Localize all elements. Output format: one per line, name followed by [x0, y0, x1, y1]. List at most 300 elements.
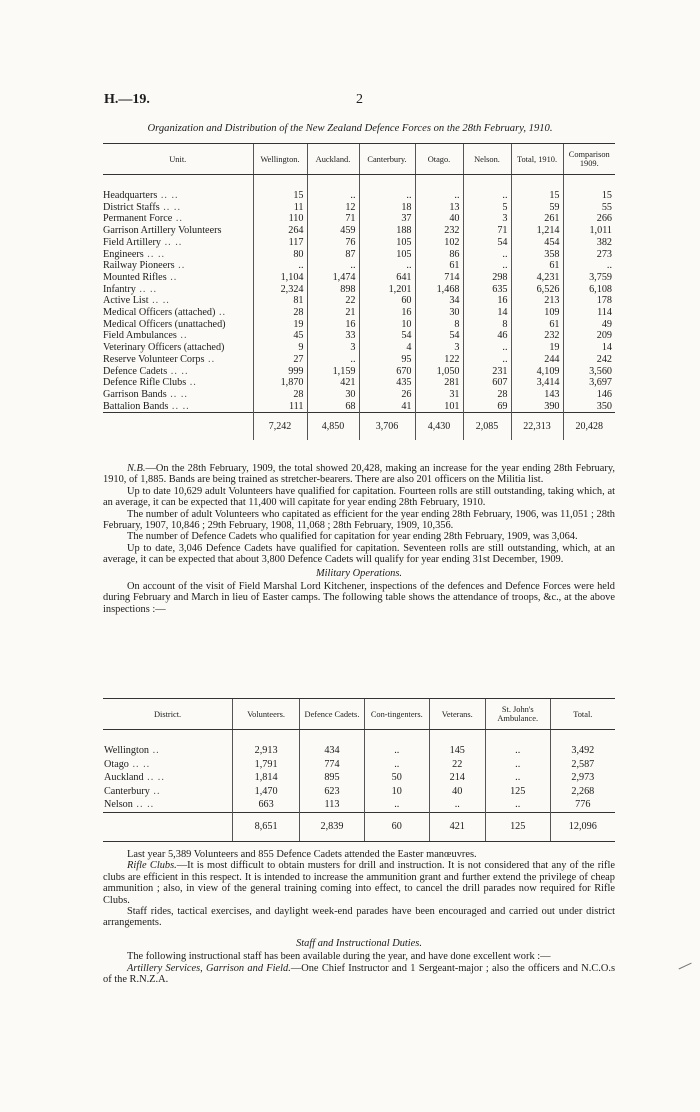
value-cell: 101 — [415, 401, 463, 413]
value-cell: .. — [253, 260, 307, 272]
value-cell: 61 — [511, 260, 563, 272]
district-cell — [103, 798, 233, 812]
value-cell: 22 — [307, 295, 359, 307]
district-cell — [103, 785, 233, 799]
value-cell: 1,201 — [359, 284, 415, 296]
value-cell: 40 — [429, 785, 485, 799]
unit-cell — [103, 377, 253, 389]
value-cell: 19 — [253, 319, 307, 331]
value-cell: 1,814 — [233, 771, 300, 785]
column-header: Wellington. — [253, 144, 307, 175]
value-cell: 54 — [463, 237, 511, 249]
unit-cell — [103, 342, 253, 354]
paragraph-text: —One Chief Instructor and 1 Sergeant-major ; also the officers and N.C.O.s of the R.N.Z.A. — [103, 962, 616, 986]
value-cell: 178 — [563, 295, 615, 307]
table-row — [103, 744, 615, 758]
value-cell: 13 — [415, 202, 463, 214]
value-cell: .. — [307, 190, 359, 202]
district-label: Wellington — [104, 745, 150, 756]
value-cell: 3 — [415, 342, 463, 354]
spacer-cell — [364, 730, 429, 745]
spacer-cell — [359, 175, 415, 191]
unit-cell — [103, 284, 253, 296]
value-cell: 8 — [463, 319, 511, 331]
table-body — [103, 730, 615, 842]
table-row — [103, 354, 615, 366]
report-code: H.—19. — [104, 92, 150, 107]
unit-label: Medical Officers (attached) — [103, 307, 216, 319]
value-cell: .. — [463, 190, 511, 202]
dot-leader: .. — [149, 785, 161, 797]
total-cell: 20,428 — [563, 413, 615, 441]
value-cell: .. — [307, 260, 359, 272]
nb-label: N.B. — [127, 463, 146, 474]
unit-cell — [103, 401, 253, 413]
value-cell: 61 — [415, 260, 463, 272]
value-cell: 49 — [563, 319, 615, 331]
value-cell: .. — [359, 190, 415, 202]
value-cell: 28 — [253, 307, 307, 319]
spacer-cell — [103, 730, 233, 745]
value-cell: 71 — [307, 213, 359, 225]
value-cell: .. — [485, 744, 550, 758]
district-label: Nelson — [104, 799, 133, 811]
value-cell: 37 — [359, 213, 415, 225]
note-paragraph: The number of adult Volunteers who capitated as efficient for the year ending 28th February, 1906, was 11,051 ; 28th February, 1907, 10,846 ; 29th February, 1908, 11,068 ; 28th February, 1909, 10,356. — [103, 508, 615, 532]
column-header: Unit. — [103, 144, 253, 175]
value-cell: .. — [463, 342, 511, 354]
table-row — [103, 202, 615, 214]
forces-distribution-table — [103, 143, 615, 440]
spacer-cell — [300, 730, 365, 745]
table-body — [103, 175, 615, 441]
spacer-cell — [415, 175, 463, 191]
dot-leader: .. — [166, 271, 178, 283]
unit-cell — [103, 249, 253, 261]
table-row — [103, 272, 615, 284]
dot-leader: .. .. — [159, 201, 181, 213]
value-cell: 1,159 — [307, 366, 359, 378]
unit-cell — [103, 213, 253, 225]
value-cell: 40 — [415, 213, 463, 225]
unit-label: Defence Rifle Clubs — [103, 377, 187, 389]
unit-cell — [103, 272, 253, 284]
value-cell: 59 — [511, 202, 563, 214]
table-row — [103, 319, 615, 331]
value-cell: 434 — [300, 744, 365, 758]
column-header: Canterbury. — [359, 144, 415, 175]
value-cell: 435 — [359, 377, 415, 389]
unit-cell — [103, 366, 253, 378]
column-header: Total, 1910. — [511, 144, 563, 175]
total-cell: 3,706 — [359, 413, 415, 441]
value-cell: 81 — [253, 295, 307, 307]
value-cell: 3,560 — [563, 366, 615, 378]
value-cell: 213 — [511, 295, 563, 307]
value-cell: 11 — [253, 202, 307, 214]
value-cell: 1,470 — [233, 785, 300, 799]
unit-label: Veterinary Officers (attached) — [103, 342, 225, 354]
value-cell: 28 — [463, 389, 511, 401]
value-cell: 670 — [359, 366, 415, 378]
value-cell: 3,697 — [563, 377, 615, 389]
value-cell: 1,870 — [253, 377, 307, 389]
note-paragraph — [103, 963, 615, 986]
unit-label: Railway Pioneers — [103, 260, 175, 272]
spacer-row — [103, 175, 615, 191]
value-cell: 61 — [511, 319, 563, 331]
value-cell: 714 — [415, 272, 463, 284]
inspection-attendance-table — [103, 698, 615, 842]
note-paragraph — [103, 463, 615, 486]
value-cell: 113 — [300, 798, 365, 812]
value-cell: 80 — [253, 249, 307, 261]
table-row — [103, 237, 615, 249]
unit-label: Field Ambulances — [103, 330, 177, 342]
value-cell: 8 — [415, 319, 463, 331]
dot-leader: .. — [149, 745, 160, 756]
notes-section-2 — [103, 849, 615, 985]
column-header: Nelson. — [463, 144, 511, 175]
value-cell: 31 — [415, 389, 463, 401]
dot-leader: .. — [186, 377, 197, 389]
value-cell: 30 — [307, 389, 359, 401]
spacer-cell — [463, 175, 511, 191]
value-cell: 71 — [463, 225, 511, 237]
table-row — [103, 377, 615, 389]
unit-cell — [103, 190, 253, 202]
value-cell: 214 — [429, 771, 485, 785]
value-cell: 663 — [233, 798, 300, 812]
value-cell: 122 — [415, 354, 463, 366]
value-cell: 1,050 — [415, 366, 463, 378]
paragraph-text: —On the 28th February, 1909, the total showed 20,428, making an increase for the year ending 28th February, 1910, of 1,885. Bands are being trained as stretcher-bearers. There are also 201 officers on the Militia list. — [103, 463, 615, 486]
value-cell: .. — [563, 260, 615, 272]
column-header: Auckland. — [307, 144, 359, 175]
dot-leader: .. .. — [157, 190, 179, 201]
dot-leader: .. — [215, 307, 227, 319]
section-heading: Staff and Instructional Duties. — [296, 937, 422, 949]
value-cell: 14 — [563, 342, 615, 354]
value-cell: .. — [429, 798, 485, 812]
value-cell: 390 — [511, 401, 563, 413]
value-cell: 125 — [485, 785, 550, 799]
spacer-cell — [485, 730, 550, 745]
value-cell: 105 — [359, 249, 415, 261]
unit-label: Medical Officers (unattached) — [103, 318, 226, 330]
note-paragraph: The following instructional staff has been available during the year, and have done excellent work :— — [127, 951, 551, 963]
spacer-cell — [253, 175, 307, 191]
value-cell: 4,231 — [511, 272, 563, 284]
value-cell: 6,526 — [511, 284, 563, 296]
column-header: Defence Cadets. — [300, 699, 365, 730]
totals-label-cell — [103, 812, 233, 841]
value-cell: .. — [364, 744, 429, 758]
unit-cell — [103, 354, 253, 366]
unit-label: District Staffs — [103, 201, 160, 213]
column-header: Veterans. — [429, 699, 485, 730]
unit-label: Engineers — [103, 248, 144, 260]
table-row — [103, 366, 615, 378]
value-cell: 46 — [463, 330, 511, 342]
table-row — [103, 284, 615, 296]
value-cell: 242 — [563, 354, 615, 366]
unit-label: Active List — [103, 295, 149, 307]
value-cell: 1,104 — [253, 272, 307, 284]
dot-leader: .. .. — [135, 283, 158, 295]
value-cell: 776 — [550, 798, 615, 812]
value-cell: 9 — [253, 342, 307, 354]
value-cell: 19 — [511, 342, 563, 354]
total-cell: 22,313 — [511, 413, 563, 441]
total-cell: 2,839 — [300, 812, 365, 841]
value-cell: 109 — [511, 307, 563, 319]
value-cell: 2,913 — [233, 744, 300, 758]
value-cell: 188 — [359, 225, 415, 237]
table-row — [103, 401, 615, 413]
column-header: Con-tingenters. — [364, 699, 429, 730]
value-cell: 95 — [359, 354, 415, 366]
value-cell: 33 — [307, 330, 359, 342]
value-cell: 86 — [415, 249, 463, 261]
value-cell: 895 — [300, 771, 365, 785]
district-cell — [103, 758, 233, 772]
value-cell: 143 — [511, 389, 563, 401]
value-cell: 15 — [563, 190, 615, 202]
value-cell: 459 — [307, 225, 359, 237]
value-cell: 15 — [253, 190, 307, 202]
value-cell: 999 — [253, 366, 307, 378]
value-cell: 4 — [359, 342, 415, 354]
dot-leader: .. — [176, 330, 188, 342]
value-cell: .. — [359, 260, 415, 272]
value-cell: 266 — [563, 213, 615, 225]
total-cell: 8,651 — [233, 812, 300, 841]
value-cell: 298 — [463, 272, 511, 284]
value-cell: 6,108 — [563, 284, 615, 296]
unit-label: Headquarters — [103, 190, 158, 201]
dot-leader: .. — [174, 260, 186, 272]
table-row — [103, 330, 615, 342]
value-cell: .. — [463, 260, 511, 272]
unit-label: Infantry — [103, 283, 136, 295]
value-cell: 3,414 — [511, 377, 563, 389]
unit-label: Permanent Force — [103, 213, 173, 225]
value-cell: 623 — [300, 785, 365, 799]
total-cell: 12,096 — [550, 812, 615, 841]
table-header-row — [103, 699, 615, 730]
note-paragraph: Up to date 10,629 adult Volunteers have qualified for capitation. Fourteen rolls are still outstanding, taking which, at an average, it can be expected that 11,400 will capitate for year ending 28th February, 1910. — [103, 485, 615, 509]
spacer-cell — [429, 730, 485, 745]
dot-leader: .. .. — [161, 236, 183, 248]
unit-label: Garrison Bands — [103, 388, 167, 400]
unit-cell — [103, 202, 253, 214]
district-label: Auckland — [104, 772, 144, 784]
district-cell — [103, 744, 233, 758]
dot-leader: .. .. — [128, 758, 151, 770]
page-number: 2 — [356, 92, 363, 107]
value-cell: 76 — [307, 237, 359, 249]
note-paragraph: Last year 5,389 Volunteers and 855 Defence Cadets attended the Easter manœuvres. — [127, 849, 477, 860]
totals-label-cell — [103, 413, 253, 441]
unit-label: Defence Cadets — [103, 365, 168, 377]
table-row — [103, 225, 615, 237]
value-cell: 1,474 — [307, 272, 359, 284]
value-cell: 382 — [563, 237, 615, 249]
value-cell: 3,492 — [550, 744, 615, 758]
value-cell: 45 — [253, 330, 307, 342]
spacer-row — [103, 730, 615, 745]
table-row — [103, 771, 615, 785]
value-cell: 774 — [300, 758, 365, 772]
unit-label: Garrison Artillery Volunteers — [103, 225, 222, 237]
column-header: Comparison 1909. — [563, 144, 615, 175]
unit-cell — [103, 225, 253, 237]
value-cell: 2,268 — [550, 785, 615, 799]
value-cell: 15 — [511, 190, 563, 202]
dot-leader: .. — [204, 353, 216, 365]
value-cell: 105 — [359, 237, 415, 249]
value-cell: 232 — [415, 225, 463, 237]
table-row — [103, 260, 615, 272]
value-cell: 54 — [415, 330, 463, 342]
district-cell — [103, 771, 233, 785]
value-cell: 69 — [463, 401, 511, 413]
value-cell: 87 — [307, 249, 359, 261]
table-row — [103, 389, 615, 401]
column-header: St. John's Ambulance. — [485, 699, 550, 730]
page-title: Organization and Distribution of the New Zealand Defence Forces on the 28th February, 1910. — [147, 123, 553, 134]
note-paragraph: Staff rides, tactical exercises, and daylight week-end parades have been encouraged and carried out under district arrangements. — [103, 906, 615, 929]
paragraph-text: —It is most difficult to obtain musters for drill and instruction. It is not considered that any of the rifle clubs are efficient in this respect. It is intended to increase the ammunition grant and further extend the privilege of cheap ammunition ; also, in view of the general training coming into effect, to cancel the drill parades now required for Rifle Clubs. — [103, 860, 615, 906]
notes-section-1 — [103, 463, 615, 615]
value-cell: 3,759 — [563, 272, 615, 284]
value-cell: 114 — [563, 307, 615, 319]
unit-cell — [103, 295, 253, 307]
rifle-clubs-label: Rifle Clubs. — [127, 860, 177, 872]
value-cell: .. — [364, 798, 429, 812]
value-cell: 18 — [359, 202, 415, 214]
section-heading: Military Operations. — [315, 567, 402, 579]
spacer-cell — [563, 175, 615, 191]
value-cell: 2,587 — [550, 758, 615, 772]
value-cell: .. — [485, 798, 550, 812]
value-cell: 34 — [415, 295, 463, 307]
value-cell: 22 — [429, 758, 485, 772]
value-cell: 231 — [463, 366, 511, 378]
totals-row — [103, 812, 615, 841]
dot-leader: .. .. — [168, 400, 190, 412]
unit-cell — [103, 330, 253, 342]
value-cell: 21 — [307, 307, 359, 319]
total-cell: 421 — [429, 812, 485, 841]
total-cell: 7,242 — [253, 413, 307, 441]
value-cell: 421 — [307, 377, 359, 389]
value-cell: 2,973 — [550, 771, 615, 785]
value-cell: 3 — [307, 342, 359, 354]
value-cell: 1,011 — [563, 225, 615, 237]
value-cell: 2,324 — [253, 284, 307, 296]
value-cell: .. — [485, 758, 550, 772]
spacer-cell — [233, 730, 300, 745]
value-cell: 261 — [511, 213, 563, 225]
unit-cell — [103, 260, 253, 272]
value-cell: 16 — [463, 295, 511, 307]
value-cell: 27 — [253, 354, 307, 366]
value-cell: 117 — [253, 237, 307, 249]
dot-leader: .. .. — [143, 248, 166, 260]
value-cell: 41 — [359, 401, 415, 413]
dot-leader: .. .. — [143, 772, 165, 784]
value-cell: .. — [307, 354, 359, 366]
value-cell: 1,214 — [511, 225, 563, 237]
value-cell: .. — [463, 249, 511, 261]
table-row — [103, 758, 615, 772]
value-cell: 50 — [364, 771, 429, 785]
table-row — [103, 307, 615, 319]
value-cell: 55 — [563, 202, 615, 214]
table-header-row — [103, 144, 615, 175]
value-cell: 209 — [563, 330, 615, 342]
spacer-cell — [103, 175, 253, 191]
value-cell: 358 — [511, 249, 563, 261]
value-cell: 10 — [364, 785, 429, 799]
table-row — [103, 249, 615, 261]
table-row — [103, 190, 615, 202]
value-cell: 244 — [511, 354, 563, 366]
spacer-cell — [550, 730, 615, 745]
note-paragraph: On account of the visit of Field Marshal Lord Kitchener, inspections of the defences and Defence Forces were held during February and March in lieu of Easter camps. The following table shows the attendance of troops, &c., at the above inspections :— — [103, 581, 615, 615]
value-cell: 454 — [511, 237, 563, 249]
value-cell: 54 — [359, 330, 415, 342]
value-cell: 60 — [359, 295, 415, 307]
spacer-cell — [511, 175, 563, 191]
total-cell: 60 — [364, 812, 429, 841]
total-cell: 2,085 — [463, 413, 511, 441]
value-cell: 12 — [307, 202, 359, 214]
value-cell: .. — [415, 190, 463, 202]
value-cell: 3 — [463, 213, 511, 225]
value-cell: 26 — [359, 389, 415, 401]
unit-label: Reserve Volunteer Corps — [103, 353, 205, 365]
value-cell: 111 — [253, 401, 307, 413]
value-cell: 898 — [307, 284, 359, 296]
table-row — [103, 213, 615, 225]
total-cell: 125 — [485, 812, 550, 841]
note-paragraph: The number of Defence Cadets who qualified for capitation for year ending 28th February, 1909, was 3,064. — [127, 531, 578, 543]
district-label: Otago — [104, 758, 129, 770]
value-cell: 16 — [359, 307, 415, 319]
value-cell: 1,468 — [415, 284, 463, 296]
value-cell: 635 — [463, 284, 511, 296]
spacer-cell — [307, 175, 359, 191]
dot-leader: .. .. — [167, 365, 189, 377]
column-header: Otago. — [415, 144, 463, 175]
column-header: Total. — [550, 699, 615, 730]
value-cell: 14 — [463, 307, 511, 319]
value-cell: 232 — [511, 330, 563, 342]
value-cell: 264 — [253, 225, 307, 237]
dot-leader: .. .. — [132, 799, 155, 811]
note-paragraph — [103, 860, 615, 906]
column-header: District. — [103, 699, 233, 730]
totals-row — [103, 413, 615, 441]
margin-mark — [674, 954, 691, 970]
unit-label: Mounted Rifles — [103, 271, 167, 283]
value-cell: 102 — [415, 237, 463, 249]
value-cell: 68 — [307, 401, 359, 413]
unit-cell — [103, 319, 253, 331]
